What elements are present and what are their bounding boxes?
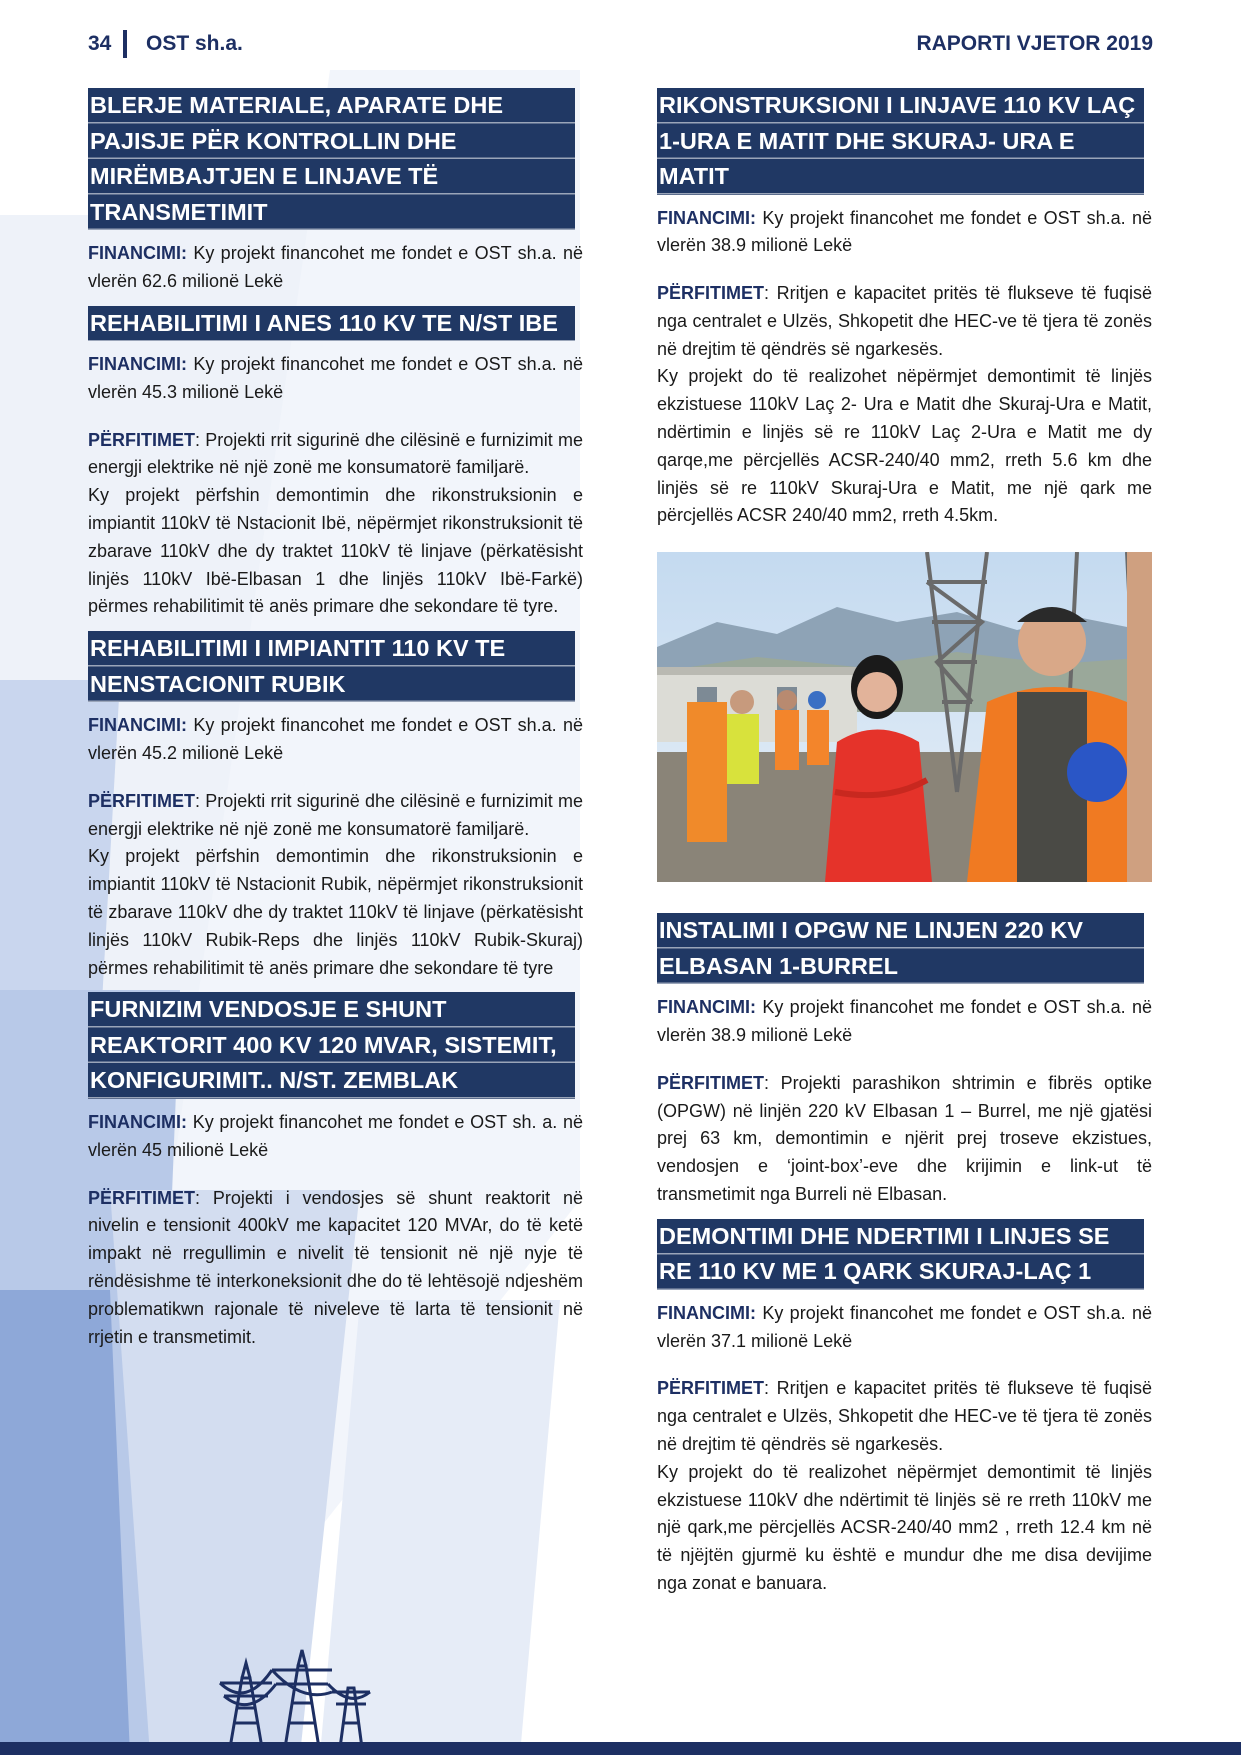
transmission-towers-icon <box>190 1648 380 1748</box>
description-paragraph: Ky projekt do të realizohet nëpërmjet demontimit të linjës ekzistuese 110kV Laç 2- Ura e Matit dhe Skuraj-Ura e Matit, ndërtimin e linjës së re 110kV Laç 2-Ura e Matit me dy qarqe,me përcjellës ACSR-240/40 mm2, rreth 5.6 km dhe linjës së re 110kV Skuraj-Ura e Matit, me një qark me përcjellës ACSR 240/40 mm2, rreth 4.5km. <box>657 366 1152 526</box>
benefits-paragraph: PËRFITIMET: Projekti i vendosjes së shunt reaktorit në nivelin e tensionit 400kV me kapacitet 120 MVAr, do të ketë impakt në rregullimin e nivelit të tensionit në një nyje të rëndësishme të interkoneksionit dhe do të lehtësojë ndjeshëm problematikwn rajonale të niveleve të larta të tensionit në rrjetin e transmetimit. <box>88 1187 583 1347</box>
section-title: FURNIZIM VENDOSJE E SHUNT REAKTORIT 400 KV 120 MVAR, SISTEMIT, KONFIGURIMIT.. N/ST. ZEMBLAK <box>88 992 575 1099</box>
left-column <box>88 88 583 1351</box>
right-column <box>657 88 1152 1598</box>
financing-paragraph: FINANCIMI: Ky projekt financohet me fondet e OST sh.a. në vlerën 45.3 milionë Lekë <box>88 354 583 402</box>
description-paragraph: Ky projekt përfshin demontimin dhe rikonstruksionin e impiantit 110kV të Nstacionit Rubik, nëpërmjet rikonstruksionit të zbarave 110kV dhe dy traktet 110kV të linjave (përkatësisht linjës 110kV Rubik-Reps dhe linjës 110kV Rubik-Skuraj) përmes rehabilitimit të anës primare dhe sekondare të tyre <box>88 846 583 978</box>
benefits-label: PËRFITIMET <box>657 1378 764 1399</box>
organization-name: OST sh.a. <box>146 32 243 55</box>
financing-label: FINANCIMI: <box>657 207 756 228</box>
section-title: REHABILITIMI I ANES 110 KV TE N/ST IBE <box>88 306 575 342</box>
benefits-paragraph: PËRFITIMET: Projekti rrit sigurinë dhe cilësinë e furnizimit me energji elektrike në një zonë me konsumatorë familjarë. <box>88 429 583 478</box>
description-paragraph: Ky projekt do të realizohet nëpërmjet demontimit të linjës ekzistuese 110kV dhe ndërtimit të linjës së re rreth 110kV me një qark,me përcjellës ACSR-240/40 mm2 , rreth 12.4 km në të njëjtën gjurmë ku është e mundur dhe me disa devijime nga zonat e banuara. <box>657 1461 1152 1594</box>
financing-paragraph: FINANCIMI: Ky projekt financohet me fondet e OST sh.a. në vlerën 38.9 milionë Lekë <box>657 997 1152 1046</box>
financing-label: FINANCIMI: <box>88 354 187 375</box>
benefits-paragraph: PËRFITIMET: Projekti parashikon shtrimin e fibrës optike (OPGW) në linjën 220 kV Elbasan 1 – Burrel, me një gjatësi prej 63 km, demontimin e njërit prej troseve ekzistues, vendosjen e ‘joint-box’-eve dhe krijimin e link-ut të transmetimit nga Burreli në Elbasan. <box>657 1072 1152 1205</box>
report-title: RAPORTI VJETOR 2019 <box>916 32 1153 55</box>
section-title: INSTALIMI I OPGW NE LINJEN 220 KV ELBASAN 1-BURREL <box>657 913 1144 984</box>
financing-label: FINANCIMI: <box>88 715 187 736</box>
financing-paragraph: FINANCIMI: Ky projekt financohet me fondet e OST sh. a. në vlerën 45 milionë Lekë <box>88 1111 583 1160</box>
section-title: REHABILITIMI I IMPIANTIT 110 KV TE NENSTACIONIT RUBIK <box>88 631 575 702</box>
benefits-label: PËRFITIMET <box>657 283 764 304</box>
financing-label: FINANCIMI: <box>88 243 187 263</box>
section-title: RIKONSTRUKSIONI I LINJAVE 110 KV LAÇ 1-URA E MATIT DHE SKURAJ- URA E MATIT <box>657 88 1144 195</box>
benefits-label: PËRFITIMET <box>88 429 195 450</box>
benefits-paragraph: PËRFITIMET: Rritjen e kapacitet pritës të flukseve të fuqisë nga centralet e Ulzës, Shkopetit dhe HEC-ve të tjera të zonës në drejtim të qëndrës së ngarkesës. <box>657 1378 1152 1455</box>
benefits-label: PËRFITIMET <box>88 1187 195 1208</box>
header-divider <box>123 30 127 58</box>
site-visit-photo <box>657 552 1152 897</box>
financing-paragraph: FINANCIMI: Ky projekt financohet me fondet e OST sh.a. në vlerën 62.6 milionë Lekë <box>88 243 583 291</box>
financing-label: FINANCIMI: <box>657 997 756 1018</box>
benefits-paragraph: PËRFITIMET: Projekti rrit sigurinë dhe cilësinë e furnizimit me energji elektrike në një zonë me konsumatorë familjarë. <box>88 790 583 839</box>
section-title: BLERJE MATERIALE, APARATE DHE PAJISJE PËR KONTROLLIN DHE MIRËMBAJTJEN E LINJAVE TË TRANSMETIMIT <box>88 88 575 230</box>
page-number: 34 <box>88 32 112 55</box>
financing-paragraph: FINANCIMI: Ky projekt financohet me fondet e OST sh.a. në vlerën 37.1 milionë Lekë <box>657 1302 1152 1351</box>
financing-paragraph: FINANCIMI: Ky projekt financohet me fondet e OST sh.a. në vlerën 38.9 milionë Lekë <box>657 207 1152 256</box>
financing-label: FINANCIMI: <box>657 1302 756 1323</box>
description-paragraph: Ky projekt përfshin demontimin dhe rikonstruksionin e impiantit 110kV të Nstacionit Ibë, nëpërmjet rikonstruksionit të zbarave 110kV dhe dy traktet 110kV të linjave (përkatësisht linjës 110kV Ibë-Elbasan 1 dhe linjës 110kV Ibë-Farkë) përmes rehabilitimit të anës primare dhe sekondare të tyre. <box>88 485 583 617</box>
section-title: DEMONTIMI DHE NDERTIMI I LINJES SE RE 110 KV ME 1 QARK SKURAJ-LAÇ 1 <box>657 1219 1144 1290</box>
benefits-label: PËRFITIMET <box>657 1072 764 1093</box>
financing-label: FINANCIMI: <box>88 1111 187 1132</box>
page-header <box>88 30 1153 60</box>
benefits-label: PËRFITIMET <box>88 790 195 811</box>
benefits-paragraph: PËRFITIMET: Rritjen e kapacitet pritës të flukseve të fuqisë nga centralet e Ulzës, Shkopetit dhe HEC-ve të tjera të zonës në drejtim të qëndrës së ngarkesës. <box>657 283 1152 359</box>
financing-paragraph: FINANCIMI: Ky projekt financohet me fondet e OST sh.a. në vlerën 45.2 milionë Lekë <box>88 715 583 764</box>
